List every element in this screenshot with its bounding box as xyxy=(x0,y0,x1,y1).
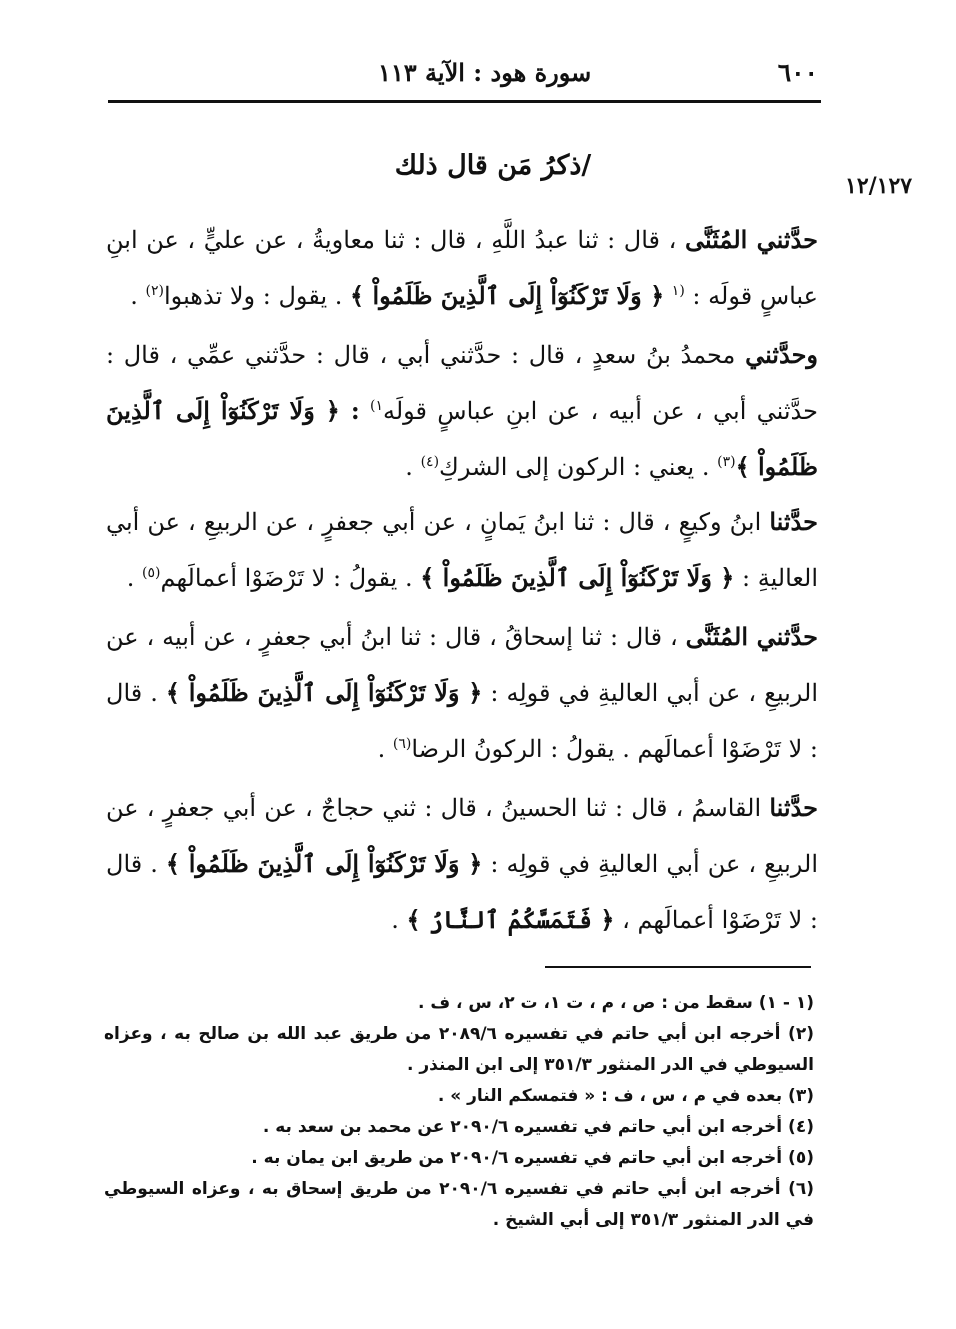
margin-reference: ١٢/١٢٧ xyxy=(845,173,913,199)
section-heading: /ذكرُ مَن قال ذلك xyxy=(394,150,592,181)
quran-quote: ﴿ وَلَا تَرْكَنُوٓاْ إِلَى ٱلَّذِينَ ظَلَمُواْ ﴾ xyxy=(165,849,483,878)
paragraph-text: . يعني : الركون إلى الشركِ xyxy=(439,453,710,481)
paragraph-text: ابنُ وكيعٍ ، قال : ثنا ابنُ يَمانٍ ، عن أبي جعفرٍ ، عن الربيعِ ، عن أبي العاليةِ : xyxy=(106,508,818,592)
paragraph-text: . يقولُ : لا تَرْضَوْا أعمالَهم xyxy=(160,564,413,592)
paragraph-text: ، قال : ثنا إسحاقُ ، قال : ثنا ابنُ أبي جعفرٍ ، عن أبيه ، عن الربيعِ ، عن أبي العاليةِ في قولِه : xyxy=(106,623,818,707)
paragraph-lead: حدَّثني المُثَنَّى xyxy=(684,225,818,254)
footnote-1: (١ - ١) سقط من : ص ، م ، ت ١، ت ٢، س ، ف . xyxy=(417,993,814,1013)
footnote-5: (٥) أخرجه ابن أبي حاتم في تفسيره ٢٠٩٠/٦ من طريق ابن يمان به . xyxy=(251,1148,814,1168)
footnote-marker: (٤) xyxy=(420,454,440,470)
paragraph-lead: وحدَّثني xyxy=(745,340,819,369)
footnote-6: (٦) أخرجه ابن أبي حاتم في تفسيره ٢٠٩٠/٦ من طريق إسحاق به ، وعزاه السيوطي في الدر المنثور ٣٥١/٣ إلى أبي الشيخ . xyxy=(104,1179,815,1230)
footnote-2: (٢) أخرجه ابن أبي حاتم في تفسيره ٢٠٨٩/٦ من طريق عبد الله بن صالح به ، وعزاه السيوطي في الدر المنثور ٣٥١/٣ إلى ابن المنذر . xyxy=(104,1024,814,1075)
paragraph-lead: حدَّثني المُثَنَّى xyxy=(685,622,818,651)
header-rule xyxy=(108,100,821,103)
page-number: ٦٠٠ xyxy=(777,58,818,87)
paragraph-end: . xyxy=(377,735,386,763)
quran-quote: : ﴿ وَلَا تَرْكَنُوٓاْ إِلَى ٱلَّذِينَ ظَلَمُواْ ﴾ xyxy=(106,396,818,481)
footnote-3: (٣) بعده في م ، س ، ف : « فتمسكم النار » . xyxy=(437,1086,814,1106)
footnote-marker: (٥) xyxy=(142,565,161,581)
paragraph-5 xyxy=(106,780,818,948)
footnote-marker: (٢) xyxy=(145,283,164,299)
quran-quote: ﴿ وَلَا تَرْكَنُوٓاْ إِلَى ٱلَّذِينَ ظَلَمُواْ ﴾ xyxy=(350,281,665,310)
quran-quote: ﴿ وَلَا تَرْكَنُوٓاْ إِلَى ٱلَّذِينَ ظَلَمُواْ ﴾ xyxy=(420,563,735,592)
paragraph-4 xyxy=(106,609,818,777)
footnote-rule xyxy=(545,966,811,968)
paragraph-text: محمدُ بنُ سعدٍ ، قال : حدَّثني أبي ، قال : حدَّثني عمِّي ، قال : حدَّثني أبي ، عن أبيه ، عن ابنِ عباسٍ قولَه xyxy=(106,341,818,425)
paragraph-text: . قال : لا تَرْضَوْا أعمالَهم ، xyxy=(106,850,818,934)
quran-quote: ﴿ فَتَمَسَّكُمُ ٱلنَّارُ ﴾ xyxy=(406,905,615,934)
footnote-marker: (٦) xyxy=(392,736,412,752)
paragraph-end: . xyxy=(405,453,413,481)
running-header-title: سورة هود : الآية ١١٣ xyxy=(378,58,592,87)
quran-quote: ﴿ وَلَا تَرْكَنُوٓاْ إِلَى ٱلَّذِينَ ظَلَمُواْ ﴾ xyxy=(165,678,483,707)
paragraph-end: . xyxy=(126,564,135,592)
paragraph-text: . قال : لا تَرْضَوْا أعمالَهم . يقولُ : الركونُ الرضا xyxy=(106,679,818,763)
paragraph-lead: حدَّثنا xyxy=(769,507,818,536)
paragraph-2 xyxy=(106,327,818,495)
paragraph-end: . xyxy=(391,906,399,934)
paragraph-1 xyxy=(106,212,818,324)
paragraph-3 xyxy=(106,494,818,606)
footnote-marker: (١ xyxy=(671,283,685,299)
footnote-marker: ١) xyxy=(369,398,383,414)
paragraph-end: . xyxy=(130,282,138,310)
footnote-4: (٤) أخرجه ابن أبي حاتم في تفسيره ٢٠٩٠/٦ عن محمد بن سعد به . xyxy=(262,1117,814,1137)
footnote-marker: (٣) xyxy=(717,454,736,470)
paragraph-text: ، قال : ثنا عبدُ اللَّهِ ، قال : ثنا معاويةُ ، عن عليٍّ ، عن ابنِ عباسٍ قولَه : xyxy=(106,226,818,310)
paragraph-text: القاسمُ ، قال : ثنا الحسينُ ، قال : ثني حجاجٌ ، عن أبي جعفرٍ ، عن الربيعِ ، عن أبي العاليةِ في قولِه : xyxy=(106,794,818,878)
footnotes xyxy=(104,988,814,1236)
paragraph-lead: حدَّثنا xyxy=(769,793,818,822)
paragraph-text: . يقول : ولا تذهبوا xyxy=(164,282,343,310)
